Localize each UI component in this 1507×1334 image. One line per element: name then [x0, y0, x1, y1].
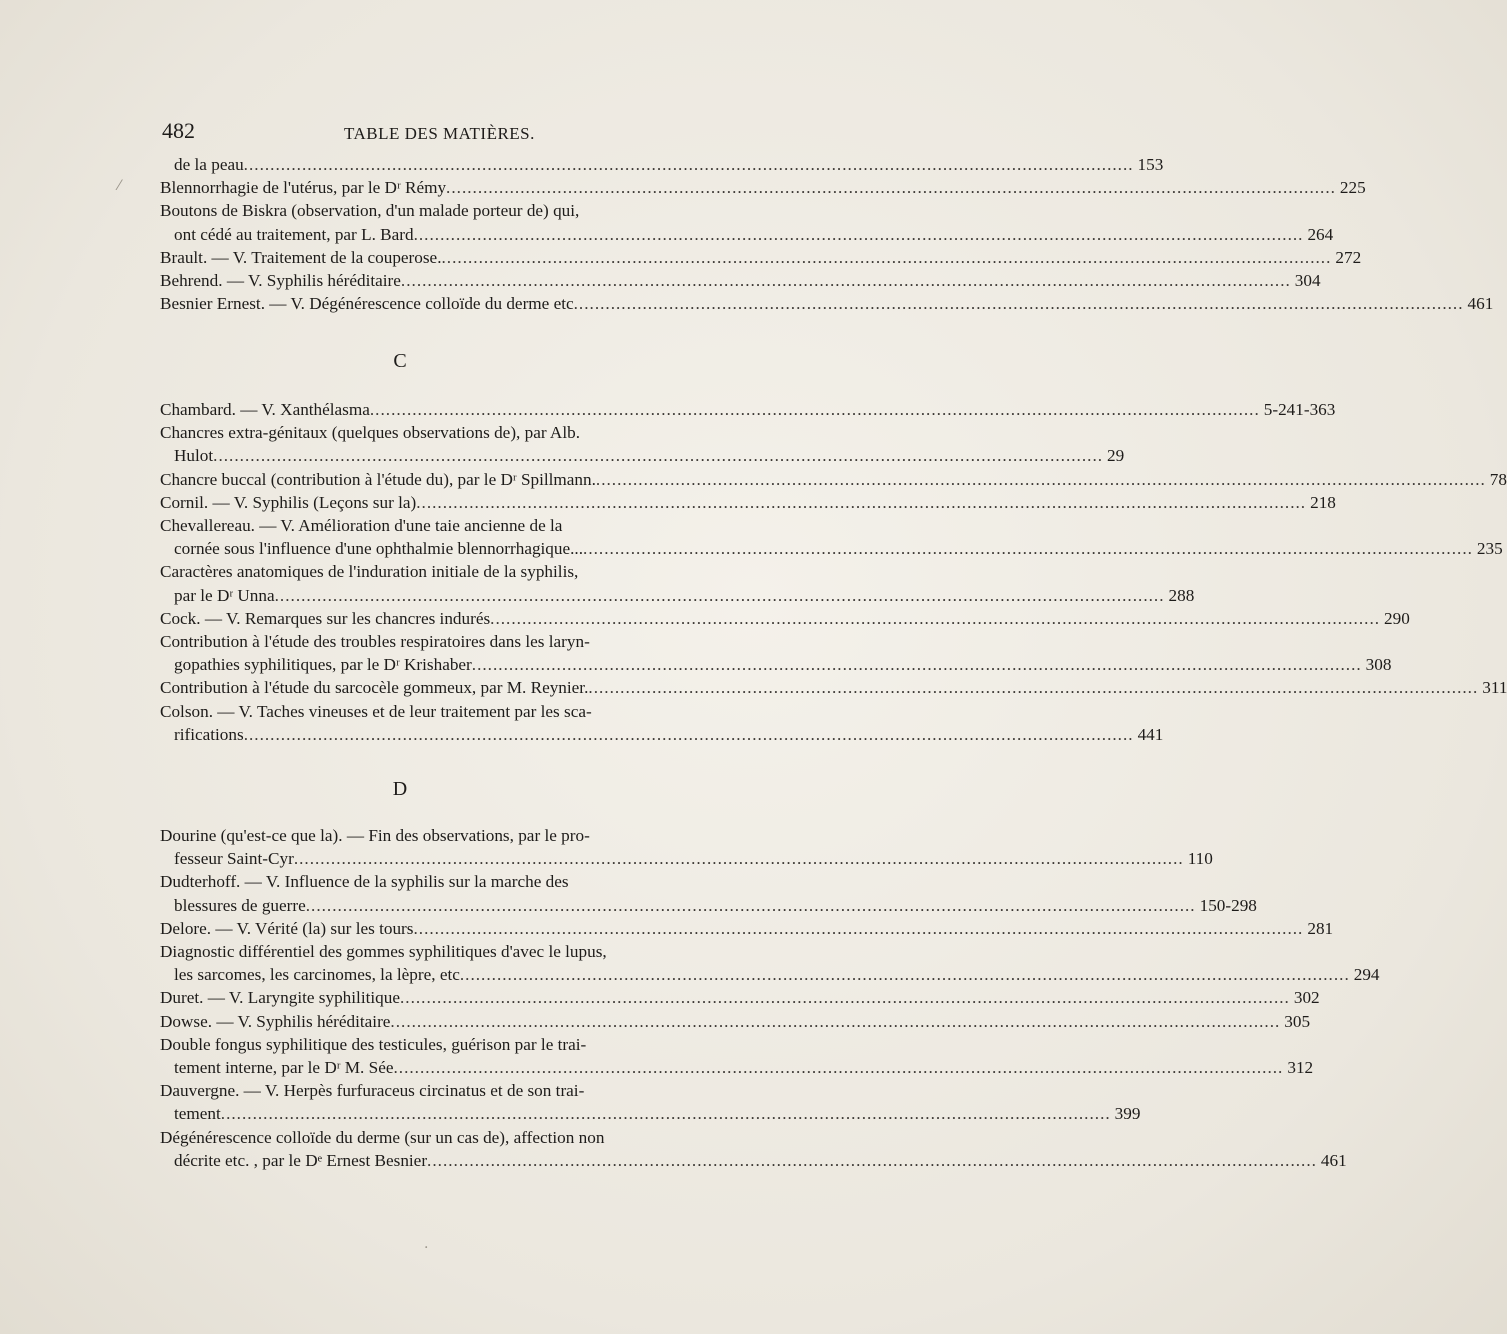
toc-entry: [160, 1010, 1311, 1033]
entry-text: Dourine (qu'est-ce que la). — Fin des observations, par le pro-: [160, 826, 590, 845]
toc-entry-line: [160, 560, 722, 583]
dot-leader: [213, 444, 1103, 467]
toc-entry: [160, 292, 1494, 315]
toc-entry: [160, 246, 1362, 269]
toc-section-b: [160, 153, 1494, 315]
toc-section-d: [160, 824, 1380, 1172]
running-title: TABLE DES MATIÈRES.: [344, 124, 535, 143]
entry-text: Diagnostic différentiel des gommes syphilitiques d'avec le lupus,: [160, 942, 607, 962]
toc-entry-line: [160, 1102, 1141, 1125]
entry-text: Contribution à l'étude du sarcocèle gommeux, par M. Reynier.: [160, 678, 589, 698]
toc-entry-line: [160, 398, 1336, 421]
toc-entry-line: [160, 653, 1392, 676]
entry-text: Delore. — V. Vérité (la) sur les tours: [160, 918, 414, 938]
entry-text: Chancre buccal (contribution à l'étude du), par le Dʳ Spillmann.: [160, 469, 596, 489]
dot-leader: [244, 153, 1134, 176]
entry-text: Besnier Ernest. — V. Dégénérescence colloïde du derme etc: [160, 294, 574, 314]
entry-page-number: 110: [1187, 849, 1213, 869]
entry-page-number: 441: [1137, 724, 1164, 744]
entry-text: Double fongus syphilitique des testicules, guérison par le trai-: [160, 1034, 587, 1054]
dot-leader: [574, 292, 1464, 315]
entry-text: fesseur Saint-Cyr: [174, 849, 294, 869]
toc-entry: [160, 1126, 1347, 1172]
toc-entry-line: [160, 963, 1380, 986]
entry-page-number: 235: [1476, 539, 1503, 559]
toc-entry: [160, 824, 1213, 870]
toc-entry: [160, 514, 1503, 560]
entry-page-number: 281: [1307, 918, 1334, 938]
entry-text: ont cédé au traitement, par L. Bard: [174, 224, 414, 244]
entry-page-number: 29: [1107, 446, 1125, 466]
toc-entry: [160, 491, 1336, 514]
toc-entry-line: [160, 269, 1321, 292]
toc-entry: [160, 940, 1380, 986]
dot-leader: [460, 963, 1350, 986]
entry-page-number: 399: [1114, 1104, 1141, 1124]
entry-text: blessures de guerre: [174, 895, 306, 915]
entry-text: Boutons de Biskra (observation, d'un malade porteur de) qui,: [160, 201, 580, 221]
toc-entry-line: [160, 468, 1507, 491]
toc-entry-line: [160, 917, 1334, 940]
toc-entry-line: [160, 246, 1362, 269]
toc-entry-line: [160, 676, 1507, 699]
dot-leader: [393, 1056, 1283, 1079]
entry-page-number: 150-298: [1199, 895, 1257, 915]
toc-entry-line: [160, 1079, 722, 1102]
entry-page-number: 305: [1284, 1011, 1311, 1031]
entry-page-number: 5-241-363: [1263, 400, 1336, 419]
toc-entry-line: [160, 537, 1503, 560]
toc-entry: [160, 1033, 1314, 1079]
dot-leader: [588, 676, 1478, 699]
dot-leader: [294, 847, 1184, 870]
toc-entry-line: [160, 1033, 722, 1056]
entry-page-number: 311: [1482, 678, 1507, 698]
toc-entry-line: [160, 292, 1494, 315]
entry-page-number: 225: [1339, 178, 1366, 198]
dot-leader: [416, 491, 1306, 514]
dot-leader: [390, 1010, 1280, 1033]
toc-entry-line: [160, 444, 1125, 467]
toc-section-c: [160, 398, 1507, 746]
toc-entry-line: [160, 940, 722, 963]
dot-leader: [472, 653, 1362, 676]
dot-leader: [442, 246, 1332, 269]
toc-entry-line: [160, 1056, 1314, 1079]
entry-text: par le Dʳ Unna: [174, 585, 275, 605]
entry-page-number: 264: [1307, 224, 1334, 244]
toc-entry-line: [160, 176, 1366, 199]
entry-text: tement interne, par le Dʳ M. Sée: [174, 1058, 394, 1078]
toc-entry-line: [160, 723, 1164, 746]
section-letter-c: C: [393, 350, 407, 372]
entry-text: de la peau: [174, 155, 244, 174]
entry-text: Blennorrhagie de l'utérus, par le Dʳ Rémy: [160, 178, 447, 198]
toc-entry: [160, 153, 1164, 176]
entry-page-number: 288: [1168, 585, 1195, 605]
toc-entry: [160, 398, 1336, 421]
dot-leader: [275, 584, 1165, 607]
toc-entry: [160, 870, 1257, 916]
dot-leader: [221, 1102, 1111, 1125]
toc-entry-line: [160, 894, 1257, 917]
toc-entry-line: [160, 1149, 1347, 1172]
page-number: 482: [162, 118, 195, 143]
toc-entry: [160, 1079, 1141, 1125]
dot-leader: [583, 537, 1473, 560]
entry-text: Dudterhoff. — V. Influence de la syphilis sur la marche des: [160, 872, 569, 892]
entry-text: Dowse. — V. Syphilis héréditaire: [160, 1011, 391, 1031]
toc-entry-line: [160, 847, 1213, 870]
entry-page-number: 294: [1353, 965, 1380, 985]
entry-text: Contribution à l'étude des troubles respiratoires dans les laryn-: [160, 632, 590, 652]
dot-leader: [596, 468, 1486, 491]
page-header: [162, 118, 722, 148]
entry-page-number: 218: [1310, 492, 1336, 512]
toc-entry-line: [160, 870, 722, 893]
entry-page-number: 272: [1335, 247, 1362, 267]
entry-text: Dauvergne. — V. Herpès furfuraceus circinatus et de son trai-: [160, 1081, 585, 1101]
toc-entry: [160, 607, 1410, 630]
toc-entry-line: [160, 199, 722, 222]
toc-entry: [160, 676, 1507, 699]
toc-entry-line: [160, 223, 1334, 246]
entry-page-number: 78: [1489, 469, 1507, 489]
entry-text: Chambard. — V. Xanthélasma: [160, 400, 370, 419]
toc-entry-line: [160, 824, 722, 847]
entry-page-number: 153: [1137, 155, 1164, 174]
entry-page-number: 312: [1287, 1058, 1314, 1078]
toc-entry: [160, 700, 1164, 746]
dot-leader: [446, 176, 1336, 199]
toc-entry-line: [160, 584, 1195, 607]
entry-text: Cock. — V. Remarques sur les chancres indurés: [160, 608, 491, 628]
entry-text: rifications: [174, 724, 244, 744]
toc-entry: [160, 560, 1195, 606]
toc-entry-line: [160, 1010, 1311, 1033]
margin-mark: ⁄: [118, 178, 121, 194]
toc-entry: [160, 176, 1366, 199]
toc-entry-line: [160, 421, 722, 444]
dot-leader: [413, 917, 1303, 940]
dot-leader: [401, 269, 1291, 292]
entry-text: Hulot: [174, 446, 214, 466]
dot-leader: [244, 723, 1134, 746]
entry-page-number: 302: [1293, 988, 1320, 1008]
section-letter-d: D: [392, 778, 408, 800]
entry-page-number: 461: [1467, 294, 1494, 314]
entry-text: gopathies syphilitiques, par le Dʳ Krishaber: [174, 655, 472, 675]
entry-text: tement: [174, 1104, 221, 1124]
toc-entry: [160, 630, 1392, 676]
entry-text: Duret. — V. Laryngite syphilitique: [160, 988, 400, 1008]
toc-entry-line: [160, 986, 1320, 1009]
dot-leader: [370, 398, 1260, 421]
entry-page-number: 461: [1320, 1150, 1347, 1170]
entry-page-number: 304: [1294, 271, 1321, 291]
dot-leader: [490, 607, 1380, 630]
entry-text: décrite etc. , par le Dᵉ Ernest Besnier: [174, 1150, 428, 1170]
entry-text: Caractères anatomiques de l'induration initiale de la syphilis,: [160, 562, 579, 582]
toc-entry-line: [160, 700, 722, 723]
entry-text: Chancres extra-génitaux (quelques observations de), par Alb.: [160, 423, 581, 443]
dot-leader: [306, 894, 1196, 917]
toc-entry-line: [160, 491, 1336, 514]
toc-entry: [160, 421, 1125, 467]
dot-leader: [400, 986, 1290, 1009]
entry-text: Colson. — V. Taches vineuses et de leur traitement par les sca-: [160, 701, 592, 721]
toc-entry-line: [160, 514, 722, 537]
toc-entry-line: [160, 607, 1410, 630]
toc-entry: [160, 917, 1334, 940]
entry-page-number: 308: [1365, 655, 1392, 675]
dot-leader: [427, 1149, 1317, 1172]
toc-entry-line: [160, 630, 722, 653]
toc-entry: [160, 986, 1320, 1009]
toc-entry-line: [160, 1126, 722, 1149]
entry-text: Behrend. — V. Syphilis héréditaire: [160, 271, 401, 291]
dot-leader: [414, 223, 1304, 246]
toc-entry-line: [160, 153, 1164, 176]
toc-entry: [160, 269, 1321, 292]
entry-text: Brault. — V. Traitement de la couperose.: [160, 247, 442, 267]
ink-speck: ·: [424, 1240, 429, 1256]
entry-text: Cornil. — V. Syphilis (Leçons sur la): [160, 492, 417, 512]
entry-page-number: 290: [1384, 608, 1410, 628]
entry-text: Dégénérescence colloïde du derme (sur un cas de), affection non: [160, 1127, 605, 1147]
toc-entry: [160, 199, 1334, 245]
entry-text: cornée sous l'influence d'une ophthalmie blennorrhagique...: [174, 539, 584, 559]
entry-text: Chevallereau. — V. Amélioration d'une taie ancienne de la: [160, 516, 563, 536]
entry-text: les sarcomes, les carcinomes, la lèpre, etc: [174, 965, 460, 985]
toc-entry: [160, 468, 1507, 491]
